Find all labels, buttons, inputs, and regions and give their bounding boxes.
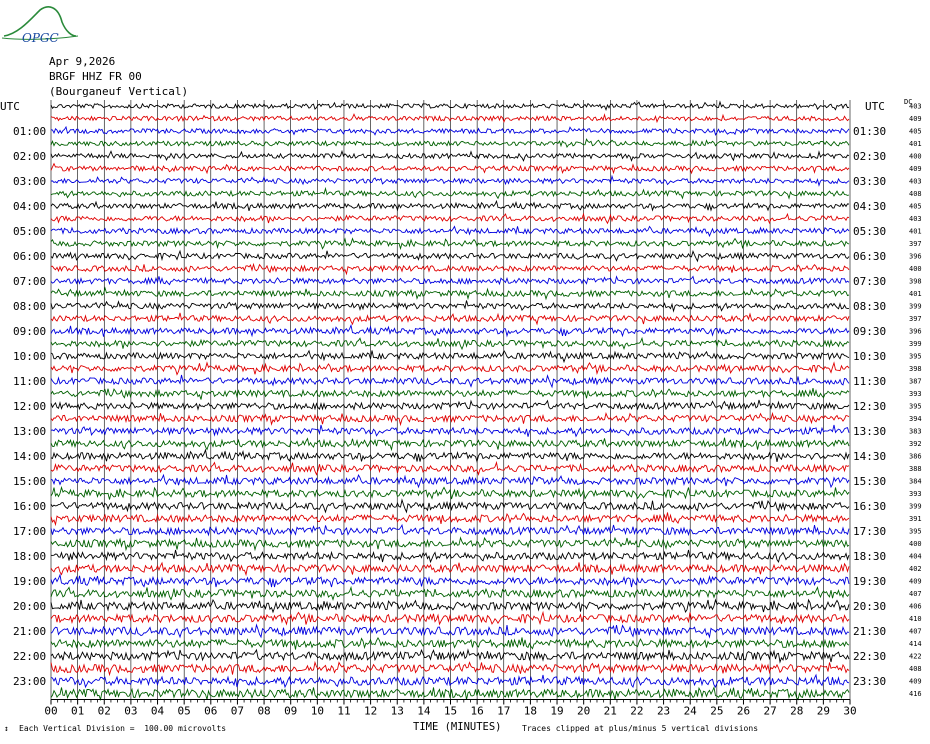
x-tick-label-30: 30 [843, 704, 857, 718]
left-hour-label: 06:00 [13, 250, 47, 263]
trace-19 [51, 338, 849, 349]
left-hour-label: 15:00 [13, 475, 47, 488]
dc-value-10: 401 [909, 227, 922, 236]
trace-7 [51, 189, 849, 199]
trace-16 [51, 301, 849, 312]
right-hour-label: 11:30 [853, 375, 887, 388]
right-hour-label: 16:30 [853, 500, 887, 513]
dc-value-5: 409 [909, 165, 922, 173]
trace-12 [51, 251, 849, 261]
right-hour-label: 22:30 [853, 650, 887, 663]
trace-4 [51, 151, 849, 160]
left-hour-label: 09:00 [13, 325, 47, 338]
dc-title: DC [904, 98, 913, 106]
right-hour-label: 17:30 [853, 525, 887, 538]
left-hour-label: 18:00 [13, 550, 47, 563]
x-tick-label-06: 06 [204, 704, 218, 718]
dc-value-15: 401 [909, 290, 922, 298]
right-hour-label: 06:30 [853, 250, 887, 263]
right-utc-title: UTC [865, 100, 885, 113]
trace-40 [51, 600, 849, 612]
x-tick-label-01: 01 [71, 704, 85, 718]
right-hour-label: 01:30 [853, 125, 887, 138]
trace-1 [51, 114, 849, 122]
right-hour-label: 20:30 [853, 600, 887, 613]
dc-value-37: 402 [909, 565, 922, 573]
trace-33 [51, 513, 849, 525]
right-hour-label: 18:30 [853, 550, 887, 563]
left-hour-label: 02:00 [13, 150, 47, 163]
trace-23 [51, 388, 849, 399]
trace-36 [51, 550, 849, 562]
logo-text: OPGC [22, 31, 59, 45]
dc-value-0: 403 [909, 102, 922, 111]
dc-value-25: 394 [909, 415, 922, 423]
dc-value-19: 399 [909, 340, 922, 348]
dc-value-27: 392 [909, 440, 922, 448]
left-hour-label: 21:00 [13, 625, 47, 638]
left-hour-label: 03:00 [13, 175, 47, 188]
trace-24 [51, 400, 849, 409]
x-tick-label-19: 19 [550, 704, 564, 718]
right-hour-label: 02:30 [853, 150, 887, 163]
trace-5 [51, 164, 849, 173]
time-grid [51, 100, 850, 700]
trace-27 [51, 438, 849, 450]
trace-47 [51, 688, 849, 700]
dc-value-8: 405 [909, 202, 922, 211]
dc-value-1: 409 [909, 115, 922, 123]
x-tick-label-07: 07 [230, 704, 245, 718]
x-tick-label-10: 10 [310, 704, 324, 718]
dc-value-23: 393 [909, 390, 922, 398]
dc-value-6: 403 [909, 177, 922, 186]
dc-value-44: 422 [909, 652, 922, 661]
dc-value-22: 387 [909, 377, 922, 386]
x-tick-label-13: 13 [390, 704, 404, 718]
trace-29 [51, 463, 849, 475]
x-axis-label: TIME (MINUTES) [413, 721, 502, 733]
trace-25 [51, 413, 849, 424]
x-tick-label-15: 15 [443, 704, 458, 718]
dc-value-33: 391 [909, 515, 922, 523]
left-hour-label: 14:00 [13, 450, 47, 463]
trace-30 [51, 475, 849, 487]
right-hour-label: 15:30 [853, 475, 887, 488]
trace-32 [51, 500, 849, 512]
trace-34 [51, 525, 849, 535]
trace-31 [51, 488, 849, 500]
trace-38 [51, 575, 849, 587]
dc-value-13: 400 [909, 265, 922, 273]
dc-value-14: 398 [909, 277, 922, 286]
dc-value-11: 397 [909, 240, 922, 248]
left-hour-label: 10:00 [13, 350, 47, 363]
dc-value-40: 406 [909, 602, 922, 611]
left-hour-label: 01:00 [13, 125, 47, 138]
dc-value-17: 397 [909, 315, 922, 323]
x-tick-label-29: 29 [816, 704, 830, 718]
x-tick-label-08: 08 [257, 704, 271, 718]
left-utc-title: UTC [0, 100, 20, 113]
right-hour-label: 23:30 [853, 675, 887, 688]
dc-value-4: 400 [909, 152, 922, 161]
dc-value-21: 398 [909, 365, 922, 373]
dc-value-31: 393 [909, 490, 922, 498]
right-hour-label: 07:30 [853, 275, 887, 288]
left-hour-label: 11:00 [13, 375, 47, 388]
header-station: BRGF HHZ FR 00 [49, 70, 142, 83]
trace-26 [51, 425, 849, 437]
dc-value-26: 383 [909, 427, 922, 436]
dc-value-18: 396 [909, 327, 922, 336]
dc-value-39: 407 [909, 590, 922, 598]
right-hour-label: 08:30 [853, 300, 887, 313]
dc-value-38: 409 [909, 577, 922, 586]
footer-scale-text: Each Vertical Division = 100.00 microvolts [19, 724, 227, 733]
x-tick-label-05: 05 [177, 704, 191, 718]
left-hour-label: 19:00 [13, 575, 47, 588]
footer-clip-text: Traces clipped at plus/minus 5 vertical divisions [522, 724, 759, 733]
trace-42 [51, 625, 849, 637]
trace-20 [51, 351, 849, 362]
x-tick-label-21: 21 [603, 704, 617, 718]
dc-value-30: 384 [909, 477, 922, 486]
trace-13 [51, 264, 849, 273]
left-hour-label: 12:00 [13, 400, 47, 413]
trace-44 [51, 650, 849, 662]
trace-37 [51, 563, 849, 575]
x-tick-label-20: 20 [577, 704, 591, 718]
trace-35 [51, 538, 849, 550]
x-tick-label-23: 23 [656, 704, 671, 718]
left-hour-label: 13:00 [13, 425, 47, 438]
dc-value-24: 395 [909, 402, 922, 411]
trace-18 [51, 325, 849, 336]
right-hour-label: 12:30 [853, 400, 887, 413]
x-tick-label-28: 28 [790, 704, 804, 718]
right-hour-label: 21:30 [853, 625, 887, 638]
dc-value-45: 408 [909, 665, 922, 673]
footer-scale-icon: ↕ [4, 724, 9, 733]
header-location: (Bourganeuf Vertical) [49, 85, 189, 98]
dc-value-43: 414 [909, 640, 922, 648]
x-tick-label-22: 22 [630, 704, 644, 718]
dc-value-7: 408 [909, 190, 922, 198]
trace-22 [51, 375, 849, 387]
left-hour-label: 04:00 [13, 200, 47, 213]
trace-45 [51, 663, 849, 675]
right-hour-label: 04:30 [853, 200, 887, 213]
dc-value-42: 407 [909, 627, 922, 636]
x-tick-label-02: 02 [97, 704, 111, 718]
trace-21 [51, 363, 849, 375]
trace-17 [51, 313, 849, 324]
trace-0 [51, 102, 849, 110]
trace-3 [51, 139, 849, 147]
x-tick-label-00: 00 [44, 704, 58, 718]
left-hour-label: 20:00 [13, 600, 47, 613]
x-tick-label-27: 27 [763, 704, 777, 718]
x-tick-label-12: 12 [363, 704, 378, 718]
trace-8 [51, 201, 849, 211]
x-tick-label-14: 14 [417, 704, 431, 718]
trace-15 [51, 288, 849, 299]
right-hour-label: 19:30 [853, 575, 887, 588]
left-hour-label: 05:00 [13, 225, 47, 238]
trace-28 [51, 450, 849, 462]
header-date: Apr 9,2026 [49, 55, 116, 68]
dc-value-32: 399 [909, 502, 922, 511]
left-hour-label: 23:00 [13, 675, 47, 688]
dc-value-47: 416 [909, 690, 922, 698]
left-hour-label: 08:00 [13, 300, 47, 313]
trace-6 [51, 176, 849, 185]
dc-value-12: 396 [909, 252, 922, 261]
dc-value-20: 395 [909, 352, 922, 361]
dc-value-41: 410 [909, 615, 922, 623]
left-hour-label: 07:00 [13, 275, 47, 288]
left-hour-label: 22:00 [13, 650, 47, 663]
trace-2 [51, 127, 849, 135]
dc-value-29: 388 [909, 465, 922, 473]
left-hour-label: 16:00 [13, 500, 47, 513]
x-tick-label-24: 24 [683, 704, 697, 718]
dc-value-46: 409 [909, 677, 922, 686]
x-tick-label-26: 26 [736, 704, 751, 718]
x-tick-label-09: 09 [284, 704, 298, 718]
x-tick-label-16: 16 [470, 704, 484, 718]
x-tick-label-11: 11 [337, 704, 351, 718]
right-hour-label: 09:30 [853, 325, 887, 338]
right-hour-label: 03:30 [853, 175, 887, 188]
x-tick-label-25: 25 [710, 704, 724, 718]
dc-value-3: 401 [909, 140, 922, 148]
trace-10 [51, 226, 849, 236]
trace-9 [51, 214, 849, 223]
x-tick-label-17: 17 [497, 704, 511, 718]
right-hour-label: 13:30 [853, 425, 887, 438]
dc-value-9: 403 [909, 215, 922, 223]
dc-value-16: 399 [909, 302, 922, 311]
dc-value-28: 386 [909, 452, 922, 461]
trace-43 [51, 638, 849, 650]
seismic-traces [51, 102, 849, 700]
x-tick-label-03: 03 [124, 704, 138, 718]
trace-11 [51, 239, 849, 249]
x-tick-label-18: 18 [523, 704, 538, 718]
trace-39 [51, 588, 849, 600]
right-hour-label: 10:30 [853, 350, 887, 363]
right-hour-label: 05:30 [853, 225, 887, 238]
right-hour-label: 14:30 [853, 450, 887, 463]
trace-46 [51, 675, 849, 687]
dc-value-2: 405 [909, 127, 922, 136]
dc-value-35: 400 [909, 540, 922, 548]
trace-41 [51, 613, 849, 625]
left-hour-label: 17:00 [13, 525, 47, 538]
dc-value-34: 395 [909, 527, 922, 536]
x-tick-label-04: 04 [150, 704, 165, 718]
dc-value-36: 404 [909, 552, 922, 561]
trace-14 [51, 276, 849, 284]
